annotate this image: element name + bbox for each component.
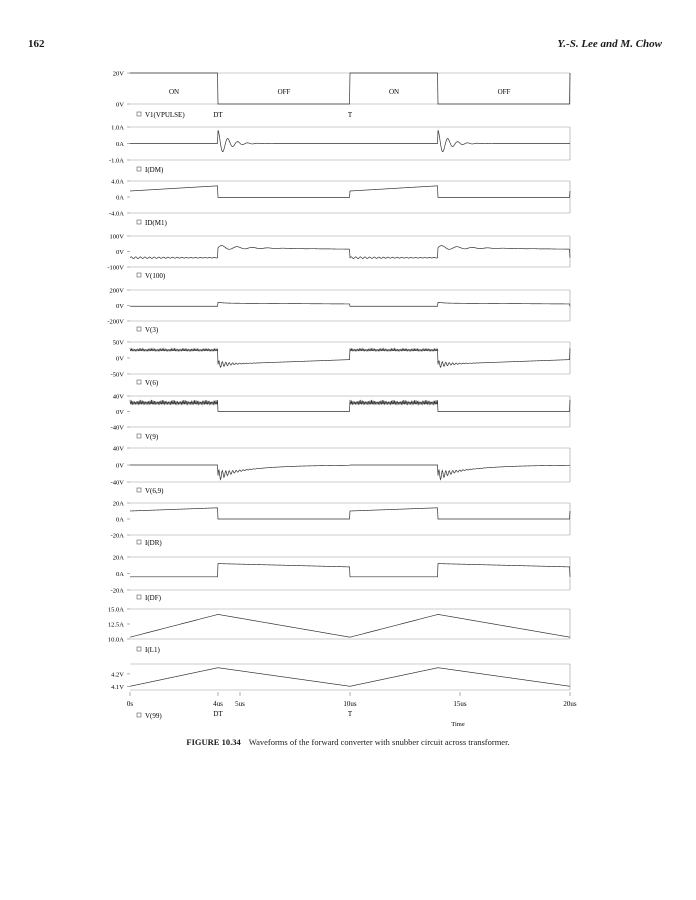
trace-marker	[137, 713, 141, 717]
y-tick-label: 50V	[112, 339, 124, 347]
trace-label: V(9)	[145, 433, 159, 441]
y-tick-label: 40V	[112, 393, 124, 401]
trace-label: V(3)	[145, 326, 159, 334]
waveform-trace	[130, 465, 570, 480]
y-tick-label: 0V	[116, 303, 124, 310]
x-marker-label-bottom: DT	[213, 710, 223, 718]
trace-marker	[137, 167, 141, 171]
figure-caption	[0, 737, 696, 747]
y-tick-label: 4.2V	[111, 671, 124, 679]
trace-label: V(6,9)	[145, 487, 164, 495]
waveform-trace	[130, 400, 570, 412]
y-tick-label: 40V	[112, 445, 124, 453]
y-tick-label: -50V	[110, 371, 124, 379]
trace-marker	[137, 595, 141, 599]
y-tick-label: 10.0A	[107, 636, 124, 644]
x-tick-label: 0s	[126, 700, 134, 708]
phase-label: OFF	[497, 88, 511, 96]
trace-label: V1(VPULSE)	[145, 111, 185, 119]
waveform-trace	[130, 130, 570, 151]
trace-label: V(99)	[145, 712, 162, 720]
y-tick-label: 0A	[116, 516, 124, 524]
x-marker-label: T	[347, 111, 353, 119]
x-tick-label: 5us	[235, 700, 245, 708]
trace-label: I(L1)	[145, 646, 160, 654]
y-tick-label: 20A	[112, 554, 124, 562]
running-head: Y.-S. Lee and M. Chow	[557, 38, 662, 50]
y-tick-label: 15.0A	[107, 606, 124, 614]
trace-marker	[137, 220, 141, 224]
trace-marker	[137, 647, 141, 651]
y-tick-label: 4.1V	[111, 683, 124, 691]
waveform-trace	[130, 302, 570, 306]
y-tick-label: -4.0A	[109, 210, 124, 218]
figure-label: FIGURE 10.34	[186, 737, 241, 747]
trace-marker	[137, 540, 141, 544]
phase-label: ON	[388, 88, 400, 96]
x-axis-label: Time	[451, 721, 465, 728]
phase-label: OFF	[277, 88, 291, 96]
trace-marker	[137, 112, 141, 116]
trace-marker	[137, 434, 141, 438]
y-tick-label: 20V	[112, 70, 124, 78]
x-marker-label: DT	[213, 111, 223, 119]
trace-marker	[137, 327, 141, 331]
x-tick-label: 10us	[343, 700, 357, 708]
y-tick-label: 0A	[116, 194, 124, 202]
x-tick-label: 20us	[563, 700, 577, 708]
y-tick-label: 1.0A	[111, 124, 124, 132]
trace-marker	[137, 488, 141, 492]
y-tick-label: 100V	[109, 233, 124, 241]
x-marker-label-bottom: T	[347, 710, 353, 718]
trace-marker	[137, 273, 141, 277]
trace-label: V(6)	[145, 379, 159, 387]
waveform-trace	[130, 348, 570, 367]
y-tick-label: 200V	[109, 287, 124, 295]
waveform-trace	[130, 668, 570, 687]
y-tick-label: 0V	[116, 249, 124, 256]
trace-label: V(100)	[145, 272, 166, 280]
y-tick-label: 0V	[116, 409, 124, 416]
y-tick-label: -40V	[110, 479, 124, 487]
y-tick-label: 0V	[116, 355, 124, 363]
y-tick-label: 12.5A	[107, 621, 124, 629]
trace-label: I(DF)	[145, 594, 161, 602]
y-tick-label: 0A	[116, 141, 124, 148]
page-number: 162	[28, 38, 45, 50]
waveform-trace	[130, 564, 570, 577]
y-tick-label: -100V	[107, 264, 124, 272]
y-tick-label: -40V	[110, 424, 124, 432]
y-tick-label: -1.0A	[109, 157, 124, 165]
y-tick-label: -20A	[110, 587, 124, 595]
x-tick-label: 4us	[213, 700, 223, 708]
trace-label: ID(M1)	[145, 219, 167, 227]
waveform-trace	[130, 246, 570, 259]
waveform-trace	[130, 508, 570, 519]
phase-label: ON	[168, 88, 180, 96]
y-tick-label: 0V	[116, 101, 124, 109]
trace-marker	[137, 380, 141, 384]
y-tick-label: -20A	[110, 532, 124, 540]
figure-caption-text: Waveforms of the forward converter with snubber circuit across transformer.	[248, 737, 510, 747]
y-tick-label: 0A	[116, 571, 124, 578]
trace-label: I(DR)	[145, 539, 162, 547]
y-tick-label: -200V	[107, 318, 124, 326]
x-tick-label: 15us	[453, 700, 467, 708]
y-tick-label: 0V	[116, 462, 124, 470]
y-tick-label: 4.0A	[111, 178, 124, 186]
trace-label: I(DM)	[145, 166, 164, 174]
y-tick-label: 20A	[112, 500, 124, 508]
waveform-trace	[130, 186, 570, 198]
waveform-trace	[130, 614, 570, 637]
